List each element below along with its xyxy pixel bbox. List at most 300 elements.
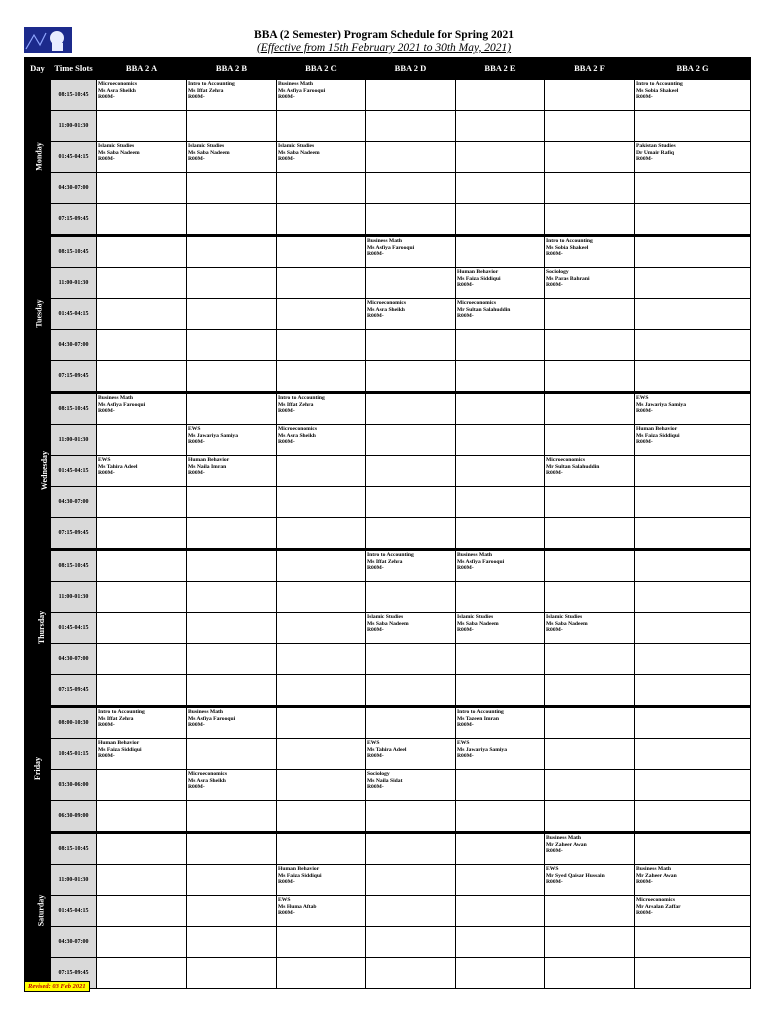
table-row <box>25 927 751 958</box>
schedule-cell <box>456 204 545 236</box>
time-slot: 08:15-10:45 <box>51 550 97 582</box>
instructor-name: Ms Saba Nadeem <box>98 149 140 156</box>
class-entry <box>277 142 365 163</box>
schedule-cell <box>187 958 277 989</box>
schedule-cell <box>277 268 366 299</box>
table-row <box>25 330 751 361</box>
course-name: EWS <box>98 457 111 463</box>
col-header-time: Time Slots <box>51 58 97 79</box>
instructor-name: Mr Arsalan Zaffar <box>636 903 681 910</box>
room-label: R00M- <box>457 722 474 729</box>
table-row <box>25 896 751 927</box>
schedule-cell <box>545 173 635 204</box>
schedule-cell <box>97 204 187 236</box>
schedule-cell <box>545 739 635 770</box>
room-label: R00M- <box>367 784 384 791</box>
schedule-cell <box>456 299 545 330</box>
table-row <box>25 550 751 582</box>
instructor-name: Ms Sobia Shakeel <box>546 244 589 251</box>
room-label: R00M- <box>278 910 295 917</box>
time-slot: 07:15-09:45 <box>51 675 97 707</box>
schedule-body <box>25 79 751 989</box>
schedule-cell <box>635 330 751 361</box>
table-row <box>25 613 751 644</box>
course-name: Intro to Accounting <box>546 238 593 244</box>
table-row <box>25 268 751 299</box>
room-label: R00M- <box>546 627 563 634</box>
schedule-cell <box>187 425 277 456</box>
schedule-cell <box>545 142 635 173</box>
course-name: Business Math <box>457 552 492 558</box>
schedule-cell <box>635 236 751 268</box>
schedule-cell <box>187 204 277 236</box>
schedule-cell <box>277 896 366 927</box>
day-name: Friday <box>32 756 42 781</box>
schedule-cell <box>277 236 366 268</box>
schedule-cell <box>97 173 187 204</box>
page-subtitle: (Effective from 15th February 2021 to 30th May, 2021) <box>256 42 512 54</box>
course-name: Intro to Accounting <box>367 552 414 558</box>
col-header-bba2c: BBA 2 C <box>277 58 366 79</box>
course-name: Business Math <box>98 395 133 401</box>
table-row <box>25 801 751 833</box>
schedule-cell <box>635 425 751 456</box>
schedule-cell <box>366 142 456 173</box>
class-entry <box>456 299 544 320</box>
course-name: EWS <box>188 426 201 432</box>
course-name: Microeconomics <box>278 426 318 432</box>
class-entry <box>187 708 276 729</box>
class-entry <box>277 80 365 101</box>
course-name: Intro to Accounting <box>188 81 235 87</box>
schedule-cell <box>277 833 366 865</box>
schedule-cell <box>545 487 635 518</box>
day-label-friday <box>25 707 51 833</box>
schedule-cell <box>635 896 751 927</box>
course-name: Business Math <box>636 866 671 872</box>
schedule-cell <box>456 801 545 833</box>
schedule-cell <box>635 268 751 299</box>
instructor-name: Ms Jawariya Samiya <box>457 746 508 753</box>
table-row <box>25 236 751 268</box>
schedule-cell <box>366 707 456 739</box>
table-row <box>25 582 751 613</box>
class-entry <box>366 551 455 572</box>
schedule-cell <box>635 865 751 896</box>
day-label-saturday <box>25 833 51 989</box>
class-entry <box>456 613 544 634</box>
schedule-cell <box>635 644 751 675</box>
course-name: Islamic Studies <box>457 614 494 620</box>
schedule-cell <box>456 456 545 487</box>
schedule-cell <box>635 613 751 644</box>
schedule-cell <box>456 865 545 896</box>
day-label-wednesday <box>25 393 51 550</box>
schedule-cell <box>635 927 751 958</box>
room-label: R00M- <box>278 879 295 886</box>
schedule-cell <box>456 236 545 268</box>
schedule-cell <box>635 204 751 236</box>
schedule-cell <box>277 393 366 425</box>
col-header-bba2e: BBA 2 E <box>456 58 545 79</box>
schedule-cell <box>635 393 751 425</box>
schedule-cell <box>277 644 366 675</box>
class-entry <box>366 299 455 320</box>
schedule-cell <box>277 299 366 330</box>
schedule-cell <box>366 739 456 770</box>
schedule-cell <box>456 927 545 958</box>
room-label: R00M- <box>367 565 384 572</box>
time-slot: 07:15-09:45 <box>51 204 97 236</box>
course-name: Sociology <box>367 771 390 777</box>
instructor-name: Ms Tazeen Imran <box>457 715 499 722</box>
schedule-cell <box>97 393 187 425</box>
schedule-cell <box>187 550 277 582</box>
schedule-cell <box>456 739 545 770</box>
schedule-cell <box>456 487 545 518</box>
course-name: Microeconomics <box>98 81 138 87</box>
schedule-cell <box>545 644 635 675</box>
room-label: R00M- <box>188 439 205 446</box>
schedule-cell <box>635 142 751 173</box>
schedule-cell <box>277 707 366 739</box>
instructor-name: Ms Faiza Siddiqui <box>457 275 501 282</box>
schedule-cell <box>635 739 751 770</box>
schedule-cell <box>366 111 456 142</box>
class-entry <box>545 456 634 477</box>
class-entry <box>97 456 186 477</box>
instructor-name: Ms Tahira Adeel <box>367 746 407 753</box>
schedule-cell <box>187 79 277 111</box>
schedule-cell <box>97 425 187 456</box>
schedule-cell <box>277 550 366 582</box>
schedule-table <box>24 57 751 989</box>
schedule-cell <box>277 801 366 833</box>
class-entry <box>97 80 186 101</box>
instructor-name: Ms Faiza Siddiqui <box>636 432 680 439</box>
schedule-cell <box>187 707 277 739</box>
schedule-cell <box>635 111 751 142</box>
schedule-cell <box>366 456 456 487</box>
instructor-name: Mr Zaheer Awan <box>546 841 587 848</box>
room-label: R00M- <box>278 94 295 101</box>
schedule-cell <box>366 268 456 299</box>
class-entry <box>456 708 544 729</box>
schedule-cell <box>635 582 751 613</box>
schedule-cell <box>187 518 277 550</box>
class-entry <box>545 268 634 289</box>
schedule-cell <box>366 518 456 550</box>
table-row <box>25 299 751 330</box>
schedule-cell <box>366 236 456 268</box>
time-slot: 08:15-10:45 <box>51 393 97 425</box>
schedule-cell <box>456 361 545 393</box>
day-name: Thursday <box>37 610 47 644</box>
room-label: R00M- <box>546 251 563 258</box>
class-entry <box>545 834 634 855</box>
schedule-cell <box>187 644 277 675</box>
schedule-cell <box>545 801 635 833</box>
room-label: R00M- <box>98 156 115 163</box>
schedule-cell <box>97 299 187 330</box>
room-label: R00M- <box>98 94 115 101</box>
schedule-cell <box>277 111 366 142</box>
instructor-name: Ms Saba Nadeem <box>278 149 320 156</box>
instructor-name: Ms Sobia Shakeel <box>636 87 679 94</box>
schedule-cell <box>277 958 366 989</box>
instructor-name: Ms Tahira Adeel <box>98 463 138 470</box>
time-slot: 11:00-01:30 <box>51 582 97 613</box>
class-entry <box>97 739 186 760</box>
schedule-cell <box>545 550 635 582</box>
class-entry <box>187 142 276 163</box>
schedule-cell <box>366 361 456 393</box>
day-label-tuesday <box>25 236 51 393</box>
room-label: R00M- <box>546 282 563 289</box>
course-name: Microeconomics <box>367 300 407 306</box>
schedule-cell <box>187 456 277 487</box>
room-label: R00M- <box>188 156 205 163</box>
course-name: Islamic Studies <box>188 143 225 149</box>
course-name: Microeconomics <box>636 897 676 903</box>
time-slot: 08:00-10:30 <box>51 707 97 739</box>
table-row <box>25 675 751 707</box>
course-name: Islamic Studies <box>278 143 315 149</box>
time-slot: 01:45-04:15 <box>51 142 97 173</box>
room-label: R00M- <box>188 94 205 101</box>
time-slot: 06:30-09:00 <box>51 801 97 833</box>
schedule-cell <box>277 204 366 236</box>
schedule-cell <box>277 613 366 644</box>
instructor-name: Ms Iffat Zehra <box>278 401 314 408</box>
col-header-bba2f: BBA 2 F <box>545 58 635 79</box>
instructor-name: Ms Huma Aftab <box>278 903 317 910</box>
table-row <box>25 111 751 142</box>
schedule-cell <box>456 393 545 425</box>
class-entry <box>187 80 276 101</box>
schedule-cell <box>366 393 456 425</box>
room-label: R00M- <box>636 94 653 101</box>
schedule-cell <box>187 330 277 361</box>
class-entry <box>456 268 544 289</box>
class-entry <box>635 425 750 446</box>
room-label: R00M- <box>188 470 205 477</box>
schedule-cell <box>366 79 456 111</box>
schedule-cell <box>187 393 277 425</box>
day-label-monday <box>25 79 51 236</box>
schedule-cell <box>97 833 187 865</box>
room-label: R00M- <box>188 722 205 729</box>
time-slot: 01:45-04:15 <box>51 456 97 487</box>
schedule-cell <box>97 550 187 582</box>
class-entry <box>277 394 365 415</box>
course-name: Pakistan Studies <box>636 143 676 149</box>
schedule-cell <box>456 173 545 204</box>
schedule-cell <box>456 582 545 613</box>
schedule-cell <box>635 487 751 518</box>
time-slot: 01:45-04:15 <box>51 299 97 330</box>
class-entry <box>97 394 186 415</box>
schedule-cell <box>97 582 187 613</box>
table-row <box>25 865 751 896</box>
schedule-cell <box>545 770 635 801</box>
schedule-cell <box>366 582 456 613</box>
col-header-bba2b: BBA 2 B <box>187 58 277 79</box>
schedule-cell <box>456 675 545 707</box>
table-row <box>25 770 751 801</box>
course-name: Human Behavior <box>278 866 320 872</box>
class-entry <box>277 425 365 446</box>
course-name: Human Behavior <box>636 426 678 432</box>
course-name: Intro to Accounting <box>278 395 325 401</box>
course-name: Intro to Accounting <box>98 709 145 715</box>
instructor-name: Mr Sultan Salahuddin <box>457 306 511 313</box>
schedule-cell <box>277 425 366 456</box>
time-slot: 01:45-04:15 <box>51 896 97 927</box>
schedule-cell <box>187 770 277 801</box>
schedule-cell <box>635 550 751 582</box>
schedule-cell <box>456 111 545 142</box>
course-name: Intro to Accounting <box>457 709 504 715</box>
schedule-cell <box>277 865 366 896</box>
course-name: Islamic Studies <box>546 614 583 620</box>
schedule-cell <box>545 204 635 236</box>
course-name: EWS <box>278 897 291 903</box>
schedule-cell <box>187 487 277 518</box>
schedule-cell <box>366 801 456 833</box>
schedule-cell <box>545 958 635 989</box>
schedule-cell <box>635 299 751 330</box>
instructor-name: Dr Umair Rafiq <box>636 149 675 156</box>
instructor-name: Ms Saba Nadeem <box>367 620 409 627</box>
course-name: Business Math <box>278 81 313 87</box>
schedule-cell <box>545 675 635 707</box>
schedule-cell <box>97 456 187 487</box>
time-slot: 03:30-06:00 <box>51 770 97 801</box>
schedule-cell <box>97 707 187 739</box>
room-label: R00M- <box>367 753 384 760</box>
schedule-cell <box>97 958 187 989</box>
col-header-bba2g: BBA 2 G <box>635 58 751 79</box>
schedule-cell <box>97 330 187 361</box>
class-entry <box>635 394 750 415</box>
schedule-cell <box>366 865 456 896</box>
schedule-cell <box>366 173 456 204</box>
course-name: Human Behavior <box>98 740 140 746</box>
schedule-cell <box>97 268 187 299</box>
course-name: Intro to Accounting <box>636 81 683 87</box>
course-name: Islamic Studies <box>367 614 404 620</box>
instructor-name: Ms Faiza Siddiqui <box>278 872 322 879</box>
table-row <box>25 142 751 173</box>
table-row <box>25 833 751 865</box>
schedule-cell <box>456 958 545 989</box>
schedule-cell <box>97 675 187 707</box>
day-name: Monday <box>34 141 44 171</box>
schedule-cell <box>97 896 187 927</box>
schedule-cell <box>635 770 751 801</box>
schedule-cell <box>97 644 187 675</box>
course-name: EWS <box>457 740 470 746</box>
day-name: Tuesday <box>34 298 44 328</box>
room-label: R00M- <box>457 282 474 289</box>
schedule-cell <box>187 675 277 707</box>
room-label: R00M- <box>278 156 295 163</box>
schedule-cell <box>635 707 751 739</box>
schedule-cell <box>635 456 751 487</box>
instructor-name: Ms Iffat Zehra <box>98 715 134 722</box>
class-entry <box>366 770 455 791</box>
day-name: Saturday <box>36 894 46 926</box>
schedule-cell <box>545 518 635 550</box>
table-row <box>25 456 751 487</box>
schedule-cell <box>97 613 187 644</box>
schedule-cell <box>366 675 456 707</box>
room-label: R00M- <box>546 470 563 477</box>
instructor-name: Mr Syed Qaisar Hussain <box>546 872 605 879</box>
schedule-cell <box>545 79 635 111</box>
instructor-name: Ms Asra Sheikh <box>367 306 405 313</box>
class-entry <box>187 770 276 791</box>
class-entry <box>456 551 544 572</box>
room-label: R00M- <box>278 408 295 415</box>
schedule-cell <box>545 865 635 896</box>
instructor-name: Ms Jawariya Samiya <box>188 432 239 439</box>
room-label: R00M- <box>546 848 563 855</box>
schedule-cell <box>97 361 187 393</box>
instructor-name: Ms Iffat Zehra <box>367 558 403 565</box>
schedule-cell <box>187 236 277 268</box>
schedule-cell <box>545 707 635 739</box>
schedule-cell <box>545 613 635 644</box>
schedule-cell <box>366 613 456 644</box>
col-header-bba2d: BBA 2 D <box>366 58 456 79</box>
room-label: R00M- <box>457 565 474 572</box>
schedule-cell <box>366 644 456 675</box>
schedule-cell <box>277 361 366 393</box>
schedule-cell <box>545 927 635 958</box>
room-label: R00M- <box>636 879 653 886</box>
course-name: EWS <box>367 740 380 746</box>
header-row <box>25 58 751 79</box>
schedule-cell <box>187 896 277 927</box>
schedule-cell <box>187 268 277 299</box>
instructor-name: Ms Asfiya Farooqui <box>188 715 236 722</box>
schedule-cell <box>635 361 751 393</box>
room-label: R00M- <box>636 408 653 415</box>
table-row <box>25 393 751 425</box>
time-slot: 10:45-01:15 <box>51 739 97 770</box>
table-row <box>25 707 751 739</box>
room-label: R00M- <box>98 722 115 729</box>
revised-note: Revised: 03 Feb 2021 <box>24 981 90 992</box>
instructor-name: Ms Asfiya Farooqui <box>278 87 326 94</box>
class-entry <box>456 739 544 760</box>
class-entry <box>187 425 276 446</box>
class-entry <box>97 142 186 163</box>
schedule-cell <box>456 644 545 675</box>
schedule-cell <box>366 550 456 582</box>
schedule-cell <box>456 142 545 173</box>
schedule-cell <box>187 613 277 644</box>
instructor-name: Ms Paras Bahrani <box>546 275 590 282</box>
schedule-cell <box>456 79 545 111</box>
course-name: Microeconomics <box>457 300 497 306</box>
schedule-cell <box>545 896 635 927</box>
schedule-cell <box>277 142 366 173</box>
room-label: R00M- <box>98 753 115 760</box>
instructor-name: Ms Asfiya Farooqui <box>367 244 415 251</box>
